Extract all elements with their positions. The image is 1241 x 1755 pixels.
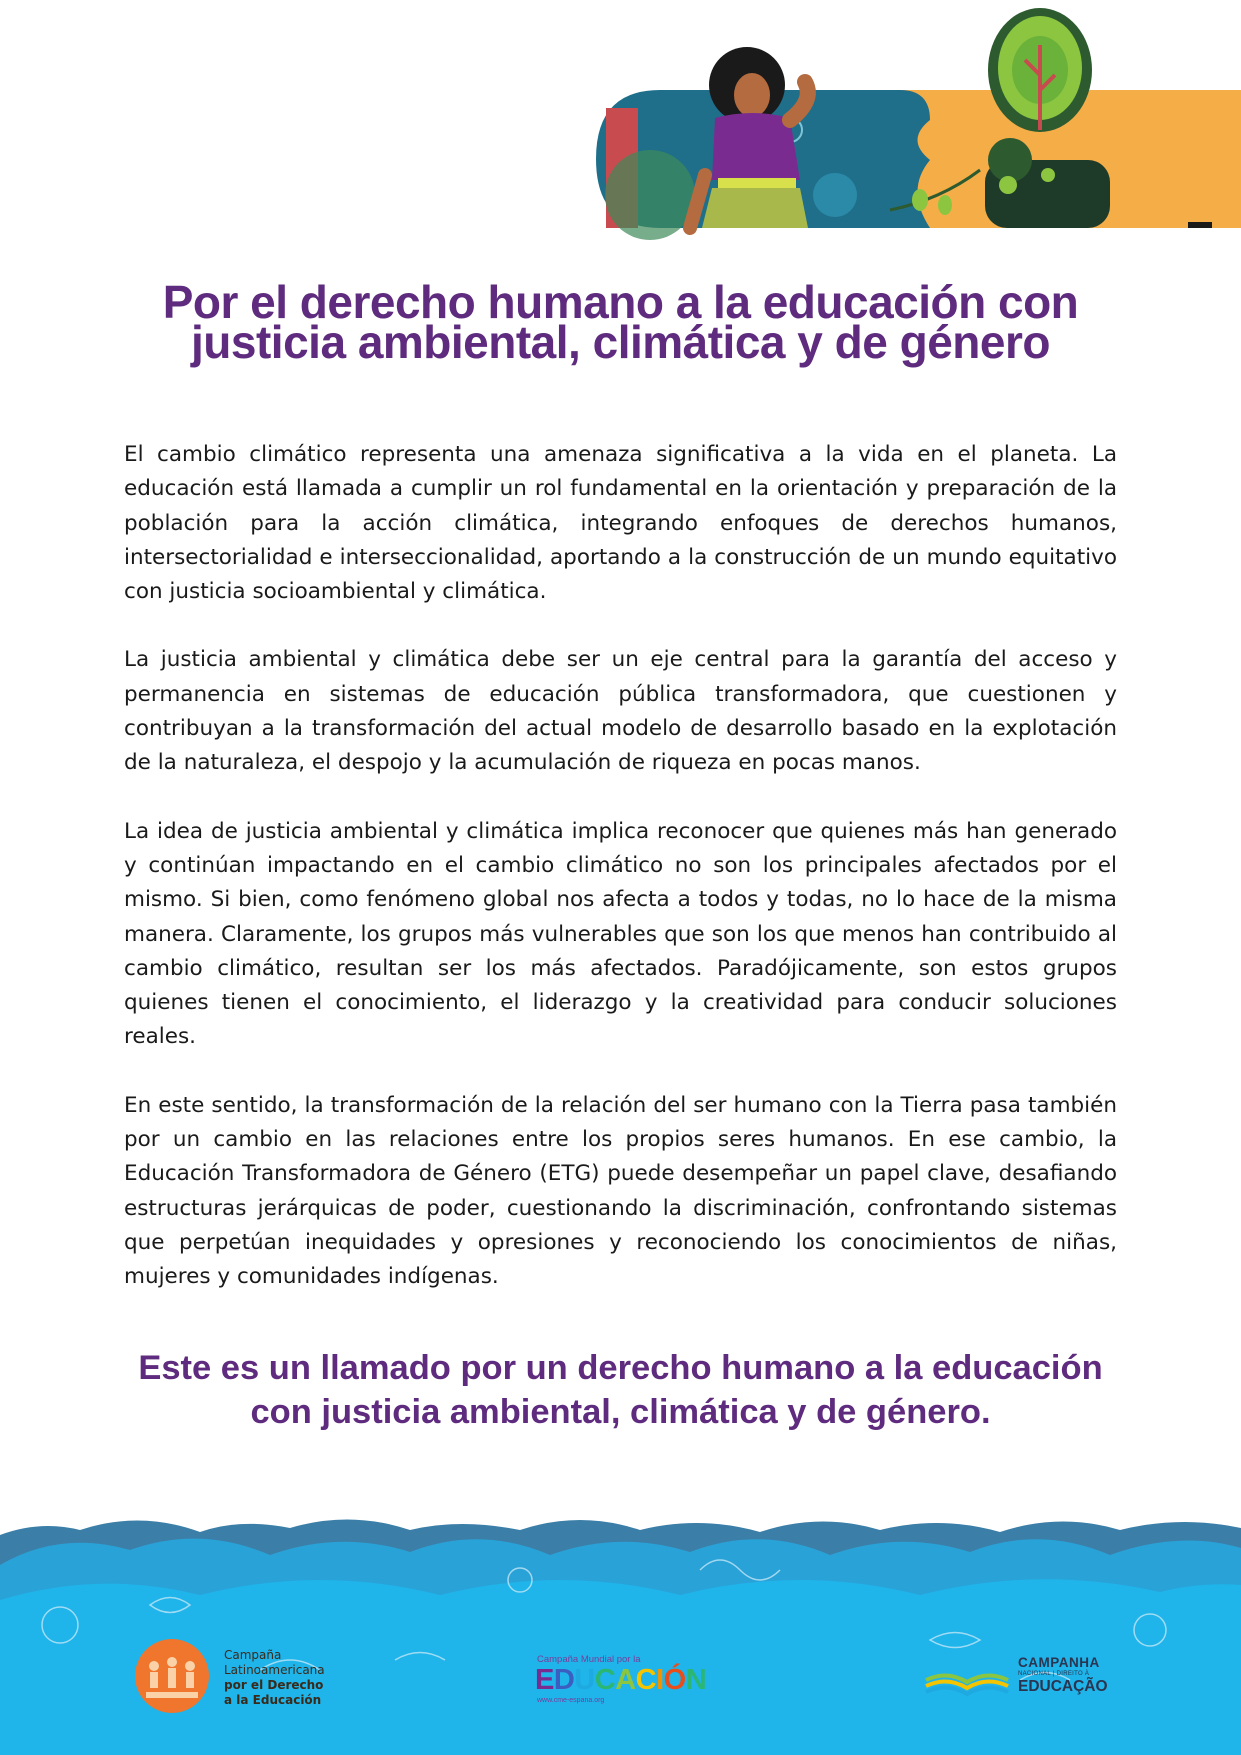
paragraph: La idea de justicia ambiental y climática implica reconocer que quienes más han generado y continúan impactando en el cambio climático no son los principales afectados por el mismo. Si bien, como fenómeno global nos afecta a todos y todas, no lo hace de la misma manera. Claramente, los grupos más vulnerables que son los que menos han contribuido al cambio climático, resultan ser los más afectados. Paradójicamente, son estos grupos quienes tienen el conocimiento, el liderazgo y la creatividad para conducir soluciones reales. bbox=[124, 818, 1117, 1050]
clade-logo bbox=[132, 1636, 332, 1716]
cme-letter: C bbox=[635, 1664, 657, 1696]
clade-line-2: Latinoamericana bbox=[224, 1663, 325, 1677]
closing-statement: Este es un llamado por un derecho humano a la educación con justicia ambiental, climática y de género. bbox=[138, 1349, 1103, 1431]
cme-letter: Ó bbox=[663, 1664, 686, 1696]
cnde-logo bbox=[922, 1652, 1122, 1702]
cme-letter: E bbox=[535, 1664, 554, 1696]
cme-url: www.cme-espana.org bbox=[537, 1697, 605, 1704]
clade-line-1: Campaña bbox=[224, 1648, 282, 1662]
cme-letter: C bbox=[594, 1664, 616, 1696]
cme-letter: N bbox=[685, 1664, 707, 1696]
footer-wave-illustration bbox=[0, 1510, 1241, 1755]
cme-top-text: Campaña Mundial por la bbox=[537, 1654, 641, 1665]
clade-line-4: a la Educación bbox=[224, 1693, 322, 1707]
cnde-line-3: EDUCAÇÃO bbox=[1018, 1678, 1108, 1695]
cnde-line-1: CAMPANHA bbox=[1018, 1655, 1100, 1670]
header-banner-illustration bbox=[0, 0, 1241, 240]
cme-letter: D bbox=[553, 1664, 575, 1696]
paragraph: El cambio climático representa una amenaza significativa a la vida en el planeta. La educación está llamada a cumplir un rol fundamental en la orientación y preparación de la población para la acción climática, integrando enfoques de derechos humanos, intersectorialidad e interseccionalidad, aportando a la construcción de un mundo equitativo con justicia socioambiental y climática. bbox=[124, 442, 1117, 605]
clade-emblem-icon bbox=[132, 1636, 212, 1714]
cme-letter: A bbox=[615, 1664, 636, 1696]
cnde-line-2: NACIONAL | DIREITO À bbox=[1018, 1671, 1090, 1677]
page-title: Por el derecho humano a la educación con justicia ambiental, climática y de género bbox=[162, 276, 1079, 368]
paragraph: En este sentido, la transformación de la relación del ser humano con la Tierra pasa también por un cambio en las relaciones entre los propios seres humanos. En ese cambio, la Educación Transformadora de Género (ETG) puede desempeñar un papel clave, desafiando estructuras jerárquicas de poder, cuestionando la discriminación, confrontando sistemas que perpetúan inequidades y opresiones y reconociendo los conocimientos de niñas, mujeres y comunidades indígenas. bbox=[124, 1092, 1117, 1290]
cme-letter: I bbox=[656, 1664, 664, 1696]
cme-main-text bbox=[535, 1664, 706, 1697]
cme-letter: U bbox=[574, 1664, 595, 1696]
cme-logo bbox=[535, 1652, 725, 1710]
open-book-icon bbox=[922, 1652, 1012, 1702]
body-text bbox=[124, 438, 1117, 1329]
paragraph: La justicia ambiental y climática debe ser un eje central para la garantía del acceso y permanencia en sistemas de educación pública transformadora, que cuestionen y contribuyan a la transformación del actual modelo de desarrollo basado en la explotación de la naturaleza, el despojo y la acumulación de riqueza en pocas manos. bbox=[124, 647, 1117, 776]
clade-line-3: por el Derecho bbox=[224, 1678, 324, 1692]
